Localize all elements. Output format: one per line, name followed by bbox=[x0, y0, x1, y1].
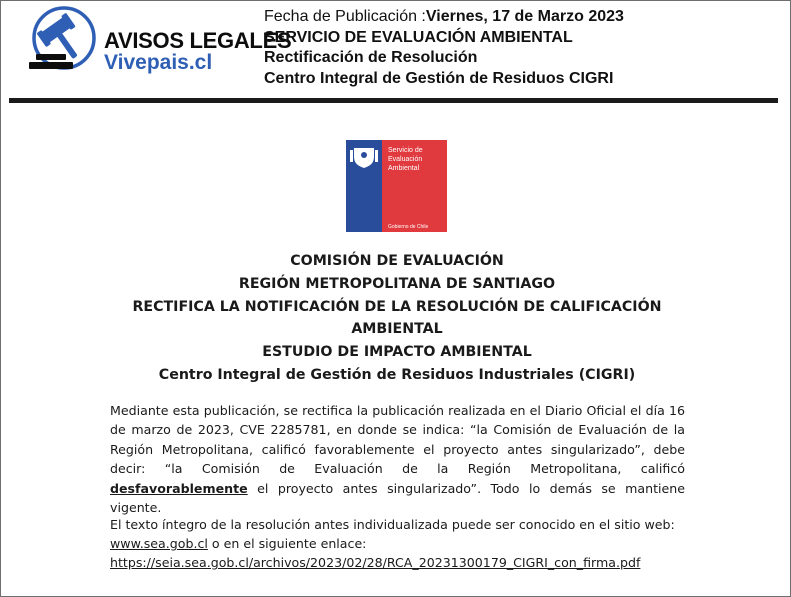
p1-text-b: el proyecto antes singularizado”. Todo lo demás se mantiene vigente. bbox=[110, 480, 685, 516]
gavel-icon bbox=[24, 4, 104, 76]
publication-info bbox=[264, 7, 624, 89]
paragraph-more-info bbox=[110, 515, 710, 573]
brand-site: Vivepais.cl bbox=[104, 51, 213, 74]
brand-name: AVISOS LEGALES bbox=[104, 28, 292, 53]
p1-text-a: Mediante esta publicación, se rectifica la publicación realizada en el Diario Oficial el día 16 de marzo de 2023, CVE 2285781, en donde se indica: “la Comisión de Evaluación de la Región Metropolitana, calificó favorablemente el proyecto antes singularizado”, debe decir: “la Comisión de Evaluación de la Región Metropolitana, calificó bbox=[110, 403, 685, 477]
title-project: Centro Integral de Gestión de Residuos Industriales (CIGRI) bbox=[158, 366, 636, 383]
p2-text-a: El texto íntegro de la resolución antes individualizada puede ser conocido en el sitio web: bbox=[110, 517, 675, 532]
sea-logo-line1: Servicio de bbox=[388, 147, 423, 154]
title-rectification: RECTIFICA LA NOTIFICACIÓN DE LA RESOLUCIÓN DE CALIFICACIÓN AMBIENTAL bbox=[132, 298, 662, 338]
title-study: ESTUDIO DE IMPACTO AMBIENTAL bbox=[262, 344, 532, 361]
sea-logo-line2: Evaluación bbox=[388, 156, 423, 163]
header-service: SERVICIO DE EVALUACIÓN AMBIENTAL bbox=[264, 28, 573, 46]
header-divider bbox=[9, 98, 778, 103]
p1-emphasis: desfavorablemente bbox=[110, 480, 248, 496]
title-commission: COMISIÓN DE EVALUACIÓN bbox=[290, 253, 504, 269]
sea-website-link[interactable]: www.sea.gob.cl bbox=[110, 536, 208, 552]
publication-date bbox=[264, 7, 624, 28]
paragraph-rectification bbox=[110, 401, 685, 517]
header-subject: Rectificación de Resolución bbox=[264, 49, 478, 66]
sea-logo bbox=[346, 140, 447, 232]
title-region: REGIÓN METROPOLITANA DE SANTIAGO bbox=[238, 275, 556, 292]
header-project: Centro Integral de Gestión de Residuos CIGRI bbox=[264, 69, 614, 87]
resolution-pdf-link[interactable]: https://seia.sea.gob.cl/archivos/2023/02/28/RCA_20231300179_CIGRI_con_firma.pdf bbox=[110, 555, 641, 571]
date-value: Viernes, 17 de Marzo 2023 bbox=[425, 8, 624, 25]
header bbox=[0, 0, 791, 104]
sea-logo-footer: Gobierno de Chile bbox=[388, 224, 429, 230]
sea-logo-line3: Ambiental bbox=[388, 165, 420, 172]
resolution-titles bbox=[105, 250, 689, 387]
avisos-legales-logo bbox=[24, 4, 292, 76]
date-label: Fecha de Publicación : bbox=[264, 8, 426, 25]
p2-text-b: o en el siguiente enlace: bbox=[211, 536, 367, 552]
